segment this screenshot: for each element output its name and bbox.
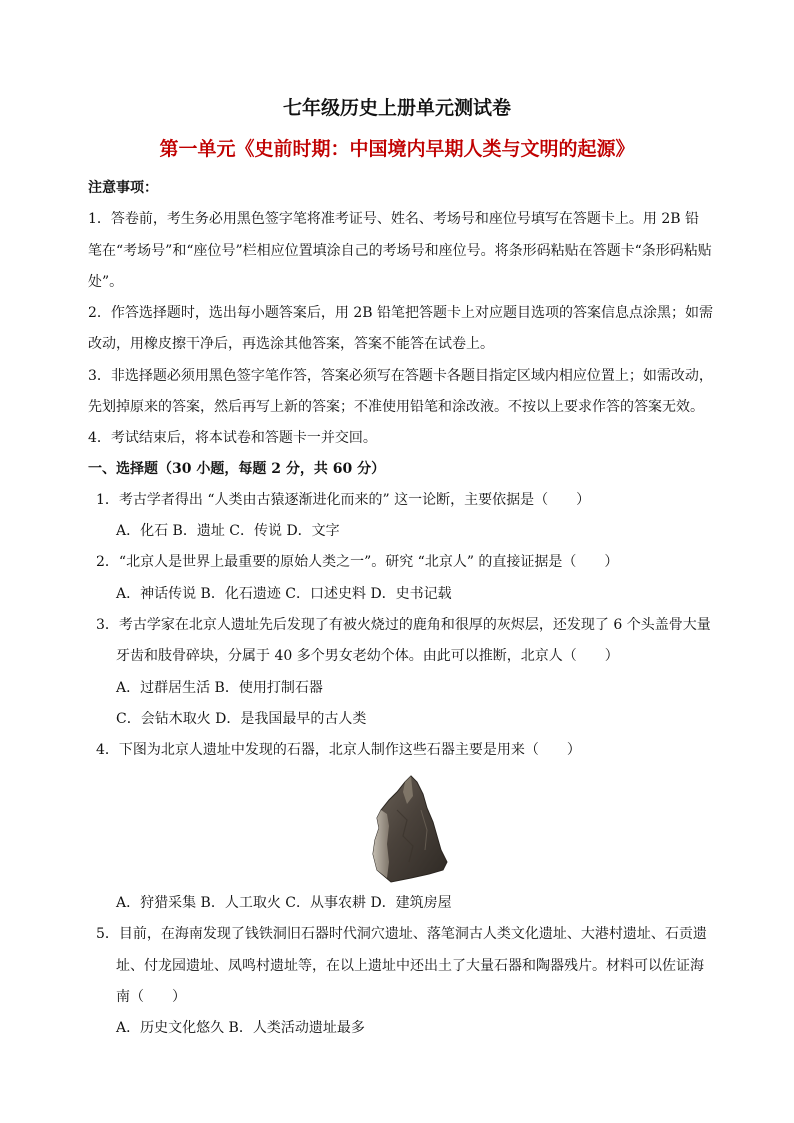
q1-stem: 1．考古学者得出 “人类由古猿逐渐进化而来的” 这一论断，主要依据是（ ） bbox=[96, 492, 591, 508]
q2-stem: 2．“北京人是世界上最重要的原始人类之一”。研究 “北京人” 的直接证据是（ ） bbox=[96, 554, 619, 570]
q5-options: A．历史文化悠久 B．人类活动遗址最多 bbox=[116, 1020, 365, 1036]
q3-options-line-1: A．过群居生活 B．使用打制石器 bbox=[116, 680, 323, 696]
notes-heading: 注意事项： bbox=[88, 180, 158, 196]
q4-stem: 4．下图为北京人遗址中发现的石器，北京人制作这些石器主要是用来（ ） bbox=[96, 742, 581, 758]
note-1-line-1: 1．答卷前，考生务必用黑色签字笔将准考证号、姓名、考场号和座位号填写在答题卡上。用 2B 铅 bbox=[88, 211, 700, 227]
note-3-line-2: 先划掉原来的答案，然后再写上新的答案；不准使用铅笔和涂改液。不按以上要求作答的答案无效。 bbox=[88, 399, 704, 415]
q3-stem-line-2: 牙齿和肢骨碎块，分属于 40 多个男女老幼个体。由此可以推断，北京人（ ） bbox=[116, 648, 619, 664]
section-heading: 一、选择题（30 小题，每题 2 分，共 60 分） bbox=[88, 461, 386, 477]
q4-options: A．狩猎采集 B．人工取火 C．从事农耕 D．建筑房屋 bbox=[116, 895, 452, 911]
note-1-line-3: 处”。 bbox=[88, 274, 124, 290]
q5-stem-line-1: 5．目前，在海南发现了钱铁洞旧石器时代洞穴遗址、落笔洞古人类文化遗址、大港村遗址、石贡遗 bbox=[96, 926, 707, 942]
unit-subtitle: 第一单元《史前时期：中国境内早期人类与文明的起源》 bbox=[159, 138, 635, 160]
note-2-line-1: 2．作答选择题时，选出每小题答案后，用 2B 铅笔把答题卡上对应题目选项的答案信息点涂黑；如需 bbox=[88, 305, 714, 321]
q2-options: A．神话传说 B．化石遗迹 C．口述史料 D．史书记载 bbox=[116, 586, 452, 602]
note-3-line-1: 3．非选择题必须用黑色签字笔作答，答案必须写在答题卡各题目指定区域内相应位置上；如需改动， bbox=[88, 368, 713, 384]
q3-options-line-2: C．会钻木取火 D．是我国最早的古人类 bbox=[116, 711, 367, 727]
q5-stem-line-2: 址、付龙园遗址、凤鸣村遗址等，在以上遗址中还出土了大量石器和陶器残片。材料可以佐证海 bbox=[116, 958, 704, 974]
page-title: 七年级历史上册单元测试卷 bbox=[282, 97, 511, 119]
q3-stem-line-1: 3．考古学家在北京人遗址先后发现了有被火烧过的鹿角和很厚的灰烬层，还发现了 6 个头盖骨大量 bbox=[96, 617, 711, 633]
note-1-line-2: 笔在“考场号”和“座位号”栏相应位置填涂自己的考场号和座位号。将条形码粘贴在答题卡“条形码粘贴 bbox=[88, 243, 712, 259]
note-2-line-2: 改动，用橡皮擦干净后，再选涂其他答案，答案不能答在试卷上。 bbox=[88, 336, 494, 352]
q5-stem-line-3: 南（ ） bbox=[116, 989, 186, 1005]
q1-options: A．化石 B．遗址 C．传说 D．文字 bbox=[116, 523, 340, 539]
note-4: 4．考试结束后，将本试卷和答题卡一并交回。 bbox=[88, 430, 377, 446]
stone-tool-image bbox=[367, 770, 451, 885]
